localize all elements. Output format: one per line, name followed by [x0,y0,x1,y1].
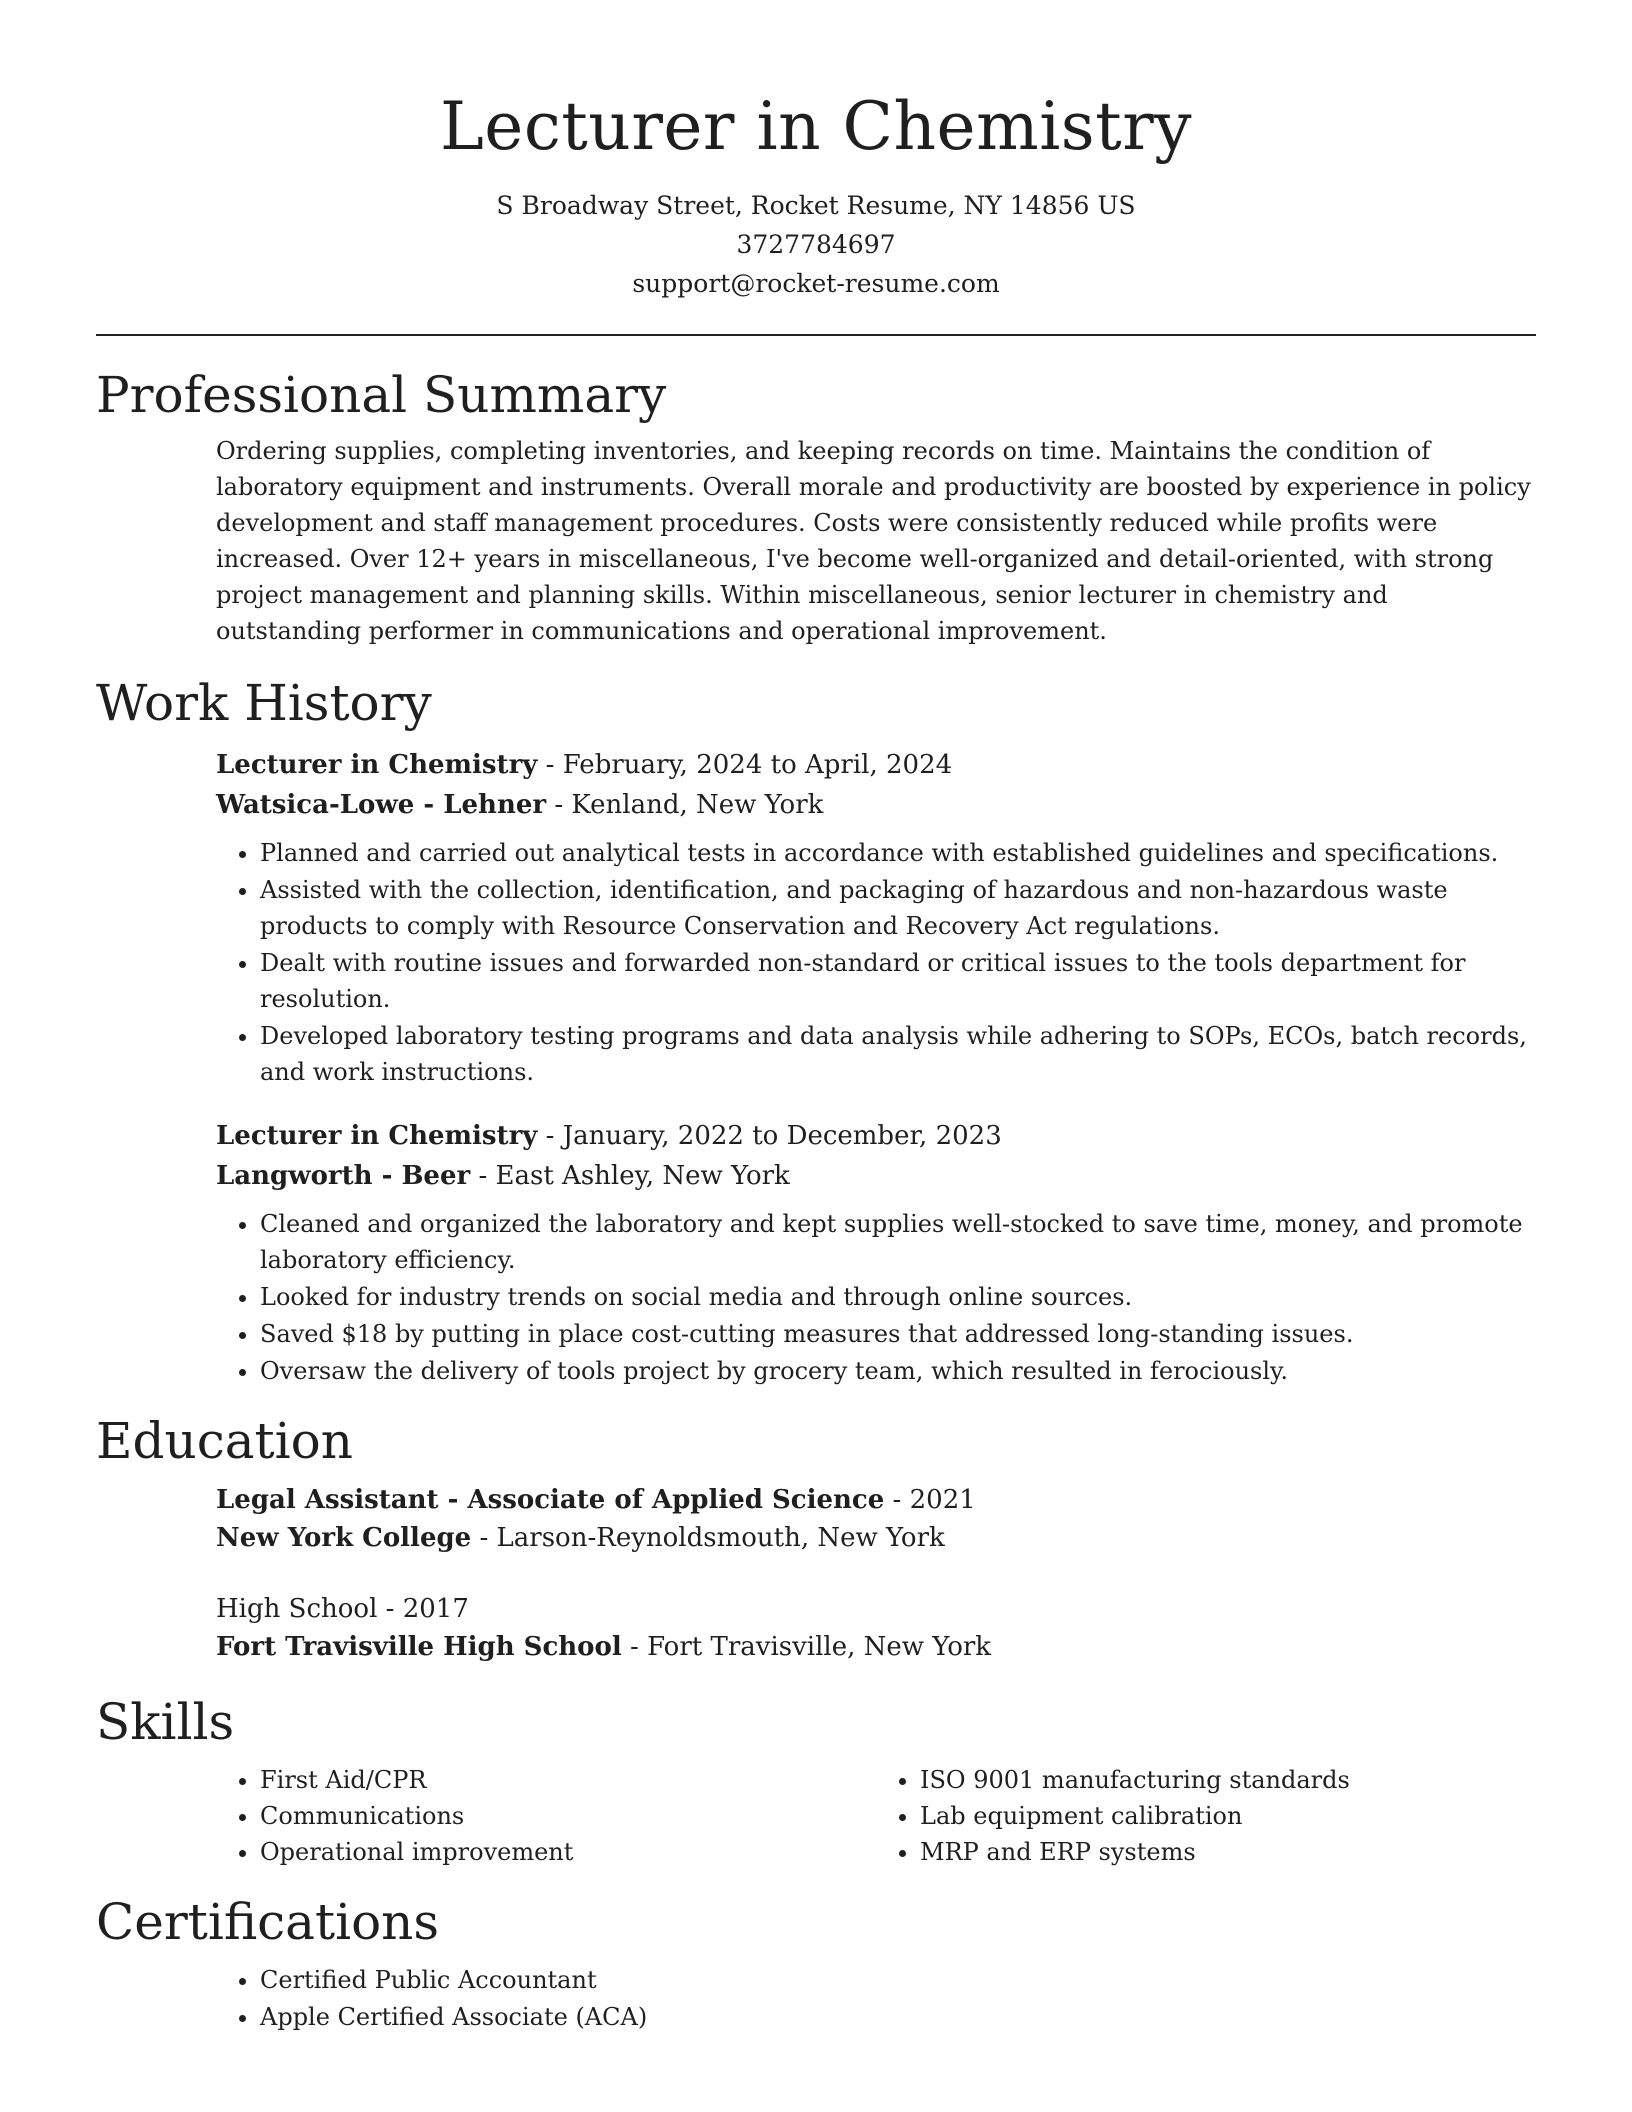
skills-list-left [216,1762,876,1870]
phone: 3727784697 [736,230,896,259]
education-section [96,1409,1536,1666]
section-title-summary: Professional Summary [96,366,667,424]
summary-text: Ordering supplies, completing inventories, and keeping records on time. Maintains the condition of laboratory equipment and instruments. Overall morale and productivity are boosted by experience in policy development and staff management procedures. Costs were consistently reduced while profits were increased. Over 12+ years in miscellaneous, I've become well-organized and detail-oriented, with strong project management and planning skills. Within miscellaneous, senior lecturer in chemistry and outstanding performer in communications and operational improvement. [216,437,1531,645]
list-item: • Developed laboratory testing programs and data analysis while adhering to SOPs, ECOs, batch records, and work instructions. [260,1018,1536,1090]
list-item: • Assisted with the collection, identification, and packaging of hazardous and non-hazardous waste products to comply with Resource Conservation and Recovery Act regulations. [260,872,1536,944]
list-item: • Dealt with routine issues and forwarded non-standard or critical issues to the tools department for resolution. [260,945,1536,1017]
address: S Broadway Street, Rocket Resume, NY 14856 US [496,191,1136,220]
education-degree: Legal Assistant - Associate of Applied Science [216,1485,885,1515]
section-title-work-history: Work History [96,674,432,732]
education-year: - 2017 [377,1594,469,1624]
header-divider [96,334,1536,336]
job-dates: - January, 2022 to December, 2023 [537,1121,1002,1151]
job-bullets [216,835,1536,1090]
education-school: New York College [216,1523,472,1553]
list-item: • Saved $18 by putting in place cost-cutting measures that addressed long-standing issues. [260,1316,1536,1352]
skill-item: • MRP and ERP systems [920,1834,1536,1870]
list-item: • Looked for industry trends on social media and through online sources. [260,1279,1536,1315]
education-degree: High School [216,1594,378,1624]
education-location: - Fort Travisville, New York [621,1632,992,1662]
summary-section [96,363,1536,649]
job-location: - Kenland, New York [546,790,824,820]
education-entry [216,1590,1536,1666]
certifications-section [96,1890,1536,2035]
job-entry [216,1116,1536,1389]
skill-item: • Operational improvement [260,1834,876,1870]
skills-section [96,1690,1536,1870]
skills-list-right [876,1762,1536,1870]
work-history-section [96,671,1536,1389]
skill-item: • ISO 9001 manufacturing standards [920,1762,1536,1798]
education-entry [216,1481,1536,1557]
list-item: • Oversaw the delivery of tools project by grocery team, which resulted in ferociously. [260,1353,1536,1389]
job-company: Langworth - Beer [216,1161,471,1191]
list-item: • Cleaned and organized the laboratory and kept supplies well-stocked to save time, money, and promote laboratory efficiency. [260,1206,1536,1278]
job-position: Lecturer in Chemistry [216,1121,538,1151]
section-title-education: Education [96,1412,353,1470]
skill-item: • Communications [260,1798,876,1834]
job-position: Lecturer in Chemistry [216,750,538,780]
job-dates: - February, 2024 to April, 2024 [537,750,953,780]
education-year: - 2021 [884,1485,976,1515]
section-title-skills: Skills [96,1693,235,1751]
resume-page [96,0,1536,2036]
email: support@rocket-resume.com [632,269,1000,298]
education-school: Fort Travisville High School [216,1632,622,1662]
job-location: - East Ashley, New York [470,1161,790,1191]
job-entry [216,745,1536,1090]
job-company: Watsica-Lowe - Lehner [216,790,547,820]
resume-header [96,0,1536,303]
list-item: • Planned and carried out analytical tests in accordance with established guidelines and specifications. [260,835,1536,871]
resume-name: Lecturer in Chemistry [439,88,1193,165]
certification-item: • Certified Public Accountant [260,1962,1536,1998]
section-title-certifications: Certifications [96,1893,440,1951]
skill-item: • Lab equipment calibration [920,1798,1536,1834]
job-bullets [216,1206,1536,1389]
skill-item: • First Aid/CPR [260,1762,876,1798]
certifications-list [216,1962,1536,2035]
education-location: - Larson-Reynoldsmouth, New York [471,1523,945,1553]
certification-item: • Apple Certified Associate (ACA) [260,1999,1536,2035]
contact-info [96,186,1536,303]
